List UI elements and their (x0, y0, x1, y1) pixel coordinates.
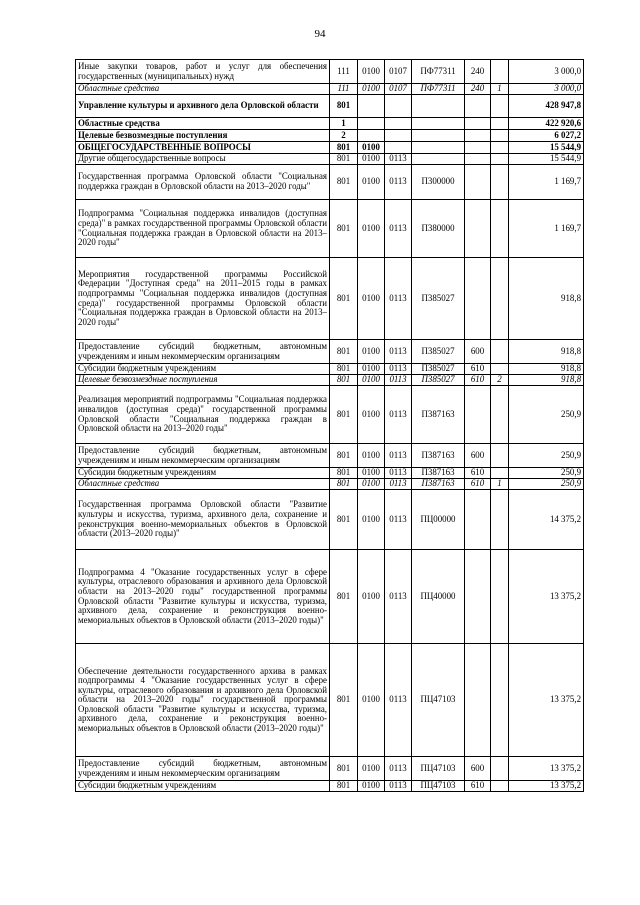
cell-amount: 15 544,9 (509, 142, 584, 154)
cell-subsection-code: 0113 (385, 386, 412, 444)
cell-amount: 1 169,7 (509, 200, 584, 258)
cell-amount: 1 169,7 (509, 165, 584, 200)
cell-expense-type-code: 600 (465, 340, 491, 364)
cell-target-code: П380000 (412, 200, 465, 258)
cell-expense-type-code: 610 (465, 479, 491, 490)
cell-expense-type-code (465, 154, 491, 165)
cell-name: Предоставление субсидий бюджетным, автономным учреждениям и иным некоммерческим организациям (76, 757, 330, 781)
cell-subsection-code: 0113 (385, 490, 412, 550)
cell-subsection-code (385, 130, 412, 142)
cell-admin-code: 801 (330, 154, 358, 165)
cell-expense-type-code: 240 (465, 84, 491, 95)
cell-amount: 428 947,8 (509, 95, 584, 118)
cell-expense-type-code: 600 (465, 444, 491, 468)
cell-target-code: П387163 (412, 386, 465, 444)
cell-target-code: ПФ77311 (412, 84, 465, 95)
cell-expense-type-code: 610 (465, 364, 491, 375)
cell-funding-source (491, 130, 509, 142)
table-row (76, 95, 584, 118)
table-row (76, 781, 584, 792)
cell-target-code: П385027 (412, 340, 465, 364)
cell-expense-type-code (465, 644, 491, 757)
cell-subsection-code: 0113 (385, 154, 412, 165)
cell-subsection-code (385, 95, 412, 118)
cell-admin-code: 111 (330, 60, 358, 84)
cell-funding-source (491, 781, 509, 792)
cell-funding-source: 2 (491, 375, 509, 386)
cell-name: Субсидии бюджетным учреждениям (76, 781, 330, 792)
table-row (76, 375, 584, 386)
cell-amount: 918,8 (509, 364, 584, 375)
cell-section-code: 0100 (358, 84, 385, 95)
cell-section-code: 0100 (358, 258, 385, 340)
cell-section-code (358, 130, 385, 142)
cell-subsection-code: 0113 (385, 165, 412, 200)
cell-funding-source (491, 200, 509, 258)
cell-amount: 918,8 (509, 375, 584, 386)
cell-amount: 250,9 (509, 468, 584, 479)
table-row (76, 200, 584, 258)
cell-target-code: ПЦ47103 (412, 781, 465, 792)
cell-section-code (358, 95, 385, 118)
cell-funding-source (491, 550, 509, 644)
table-row (76, 142, 584, 154)
cell-amount: 918,8 (509, 258, 584, 340)
cell-target-code (412, 130, 465, 142)
cell-target-code: П300000 (412, 165, 465, 200)
cell-subsection-code: 0113 (385, 444, 412, 468)
cell-target-code: ПЦ47103 (412, 757, 465, 781)
table-row (76, 118, 584, 130)
cell-funding-source (491, 644, 509, 757)
cell-section-code: 0100 (358, 386, 385, 444)
cell-expense-type-code: 240 (465, 60, 491, 84)
table-row (76, 479, 584, 490)
cell-section-code: 0100 (358, 468, 385, 479)
cell-name: Областные средства (76, 84, 330, 95)
cell-target-code (412, 142, 465, 154)
cell-subsection-code: 0113 (385, 550, 412, 644)
cell-admin-code: 801 (330, 375, 358, 386)
cell-section-code: 0100 (358, 200, 385, 258)
cell-section-code: 0100 (358, 757, 385, 781)
cell-amount: 14 375,2 (509, 490, 584, 550)
cell-subsection-code: 0113 (385, 258, 412, 340)
cell-expense-type-code (465, 258, 491, 340)
cell-name: Целевые безвозмездные поступления (76, 375, 330, 386)
cell-expense-type-code (465, 200, 491, 258)
cell-admin-code: 801 (330, 444, 358, 468)
table-row (76, 550, 584, 644)
cell-admin-code: 801 (330, 468, 358, 479)
cell-funding-source (491, 444, 509, 468)
cell-name: Субсидии бюджетным учреждениям (76, 364, 330, 375)
cell-subsection-code: 0113 (385, 479, 412, 490)
cell-section-code: 0100 (358, 154, 385, 165)
cell-admin-code: 801 (330, 386, 358, 444)
cell-expense-type-code (465, 386, 491, 444)
cell-subsection-code: 0113 (385, 468, 412, 479)
cell-funding-source (491, 490, 509, 550)
cell-name: Управление культуры и архивного дела Орловской области (76, 95, 330, 118)
cell-section-code: 0100 (358, 490, 385, 550)
cell-subsection-code (385, 118, 412, 130)
cell-target-code (412, 118, 465, 130)
cell-admin-code: 801 (330, 781, 358, 792)
cell-subsection-code: 0113 (385, 644, 412, 757)
cell-expense-type-code: 600 (465, 757, 491, 781)
cell-funding-source (491, 118, 509, 130)
cell-admin-code: 801 (330, 142, 358, 154)
cell-section-code: 0100 (358, 550, 385, 644)
cell-funding-source (491, 95, 509, 118)
cell-subsection-code: 0113 (385, 375, 412, 386)
cell-admin-code: 801 (330, 490, 358, 550)
cell-name: Областные средства (76, 118, 330, 130)
cell-expense-type-code (465, 95, 491, 118)
cell-amount: 13 375,2 (509, 644, 584, 757)
cell-subsection-code: 0113 (385, 781, 412, 792)
cell-name: Другие общегосударственные вопросы (76, 154, 330, 165)
cell-amount: 13 375,2 (509, 550, 584, 644)
cell-expense-type-code: 610 (465, 375, 491, 386)
cell-name: Государственная программа Орловской области "Социальная поддержка граждан в Орловской области на 2013–2020 годы" (76, 165, 330, 200)
cell-admin-code: 801 (330, 479, 358, 490)
cell-admin-code: 2 (330, 130, 358, 142)
cell-target-code (412, 95, 465, 118)
cell-subsection-code: 0113 (385, 200, 412, 258)
cell-amount: 250,9 (509, 386, 584, 444)
cell-expense-type-code (465, 550, 491, 644)
cell-target-code: П387163 (412, 479, 465, 490)
cell-subsection-code: 0113 (385, 364, 412, 375)
table-row (76, 757, 584, 781)
table-row (76, 165, 584, 200)
table-row (76, 130, 584, 142)
cell-target-code: ПЦ40000 (412, 550, 465, 644)
cell-subsection-code (385, 142, 412, 154)
budget-table-body (76, 60, 584, 792)
table-row (76, 644, 584, 757)
cell-expense-type-code (465, 490, 491, 550)
cell-name: Подпрограмма "Социальная поддержка инвалидов (доступная среда)" в рамках государственной программы Орловской области "Социальная поддержка граждан в Орловской области на 2013–2020 годы" (76, 200, 330, 258)
cell-name: Целевые безвозмездные поступления (76, 130, 330, 142)
cell-admin-code: 801 (330, 364, 358, 375)
cell-name: ОБЩЕГОСУДАРСТВЕННЫЕ ВОПРОСЫ (76, 142, 330, 154)
cell-admin-code: 801 (330, 258, 358, 340)
table-row (76, 60, 584, 84)
table-row (76, 490, 584, 550)
cell-target-code: П387163 (412, 444, 465, 468)
cell-subsection-code: 0107 (385, 60, 412, 84)
cell-funding-source (491, 340, 509, 364)
cell-target-code: П385027 (412, 375, 465, 386)
cell-section-code: 0100 (358, 644, 385, 757)
cell-funding-source (491, 468, 509, 479)
table-row (76, 468, 584, 479)
cell-funding-source (491, 364, 509, 375)
cell-amount: 13 375,2 (509, 757, 584, 781)
cell-target-code (412, 154, 465, 165)
table-row (76, 154, 584, 165)
cell-name: Подпрограмма 4 "Оказание государственных услуг в сфере культуры, отраслевого образования и архивного дела Орловской области на 2013–2020 годы" государственной программы Орловской области "Развитие культуры и искусства, туризма, архивного дела, сохранение и реконструкция военно-мемориальных объектов в Орловской области (2013–2020 годы)" (76, 550, 330, 644)
cell-funding-source: 1 (491, 84, 509, 95)
cell-funding-source (491, 386, 509, 444)
cell-funding-source (491, 165, 509, 200)
cell-admin-code: 801 (330, 200, 358, 258)
cell-name: Государственная программа Орловской области "Развитие культуры и искусства, туризма, архивного дела, сохранение и реконструкция военно-мемориальных объектов в Орловской области (2013–2020 годы)" (76, 490, 330, 550)
cell-amount: 15 544,9 (509, 154, 584, 165)
cell-amount: 918,8 (509, 340, 584, 364)
cell-admin-code: 1 (330, 118, 358, 130)
budget-table (75, 59, 584, 792)
cell-section-code: 0100 (358, 340, 385, 364)
cell-expense-type-code (465, 118, 491, 130)
cell-target-code: ПЦ00000 (412, 490, 465, 550)
cell-name: Субсидии бюджетным учреждениям (76, 468, 330, 479)
cell-admin-code: 801 (330, 165, 358, 200)
cell-funding-source (491, 258, 509, 340)
cell-section-code: 0100 (358, 364, 385, 375)
table-row (76, 364, 584, 375)
cell-admin-code: 801 (330, 550, 358, 644)
cell-expense-type-code: 610 (465, 468, 491, 479)
cell-target-code: П385027 (412, 258, 465, 340)
cell-admin-code: 801 (330, 340, 358, 364)
cell-funding-source: 1 (491, 479, 509, 490)
cell-section-code: 0100 (358, 444, 385, 468)
cell-admin-code: 801 (330, 95, 358, 118)
cell-amount: 250,9 (509, 479, 584, 490)
cell-amount: 422 920,6 (509, 118, 584, 130)
cell-name: Обеспечение деятельности государственного архива в рамках подпрограммы 4 "Оказание государственных услуг в сфере культуры, отраслевого образования и архивного дела Орловской области на 2013–2020 годы" государственной программы Орловской области "Развитие культуры и искусства, туризма, архивного дела, сохранение и реконструкция военно-мемориальных объектов в Орловской области (2013–2020 годы)" (76, 644, 330, 757)
cell-subsection-code: 0107 (385, 84, 412, 95)
cell-amount: 250,9 (509, 444, 584, 468)
cell-expense-type-code: 610 (465, 781, 491, 792)
page-number: 94 (314, 28, 326, 40)
cell-amount: 13 375,2 (509, 781, 584, 792)
cell-target-code: П385027 (412, 364, 465, 375)
cell-section-code: 0100 (358, 781, 385, 792)
cell-section-code: 0100 (358, 60, 385, 84)
table-row (76, 258, 584, 340)
cell-admin-code: 801 (330, 757, 358, 781)
cell-section-code: 0100 (358, 375, 385, 386)
cell-expense-type-code (465, 130, 491, 142)
cell-section-code: 0100 (358, 142, 385, 154)
cell-funding-source (491, 60, 509, 84)
cell-name: Предоставление субсидий бюджетным, автономным учреждениям и иным некоммерческим организациям (76, 444, 330, 468)
cell-name: Мероприятия государственной программы Российской Федерации "Доступная среда" на 2011–2015 годы в рамках подпрограммы "Социальная поддержка инвалидов (доступная среда)" государственной программы Орловской области "Социальная поддержка граждан в Орловской области на 2013–2020 годы" (76, 258, 330, 340)
table-row (76, 444, 584, 468)
cell-name: Реализация мероприятий подпрограммы "Социальная поддержка инвалидов (доступная среда)" государственной программы Орловской области "Социальная поддержка граждан в Орловской области на 2013–2020 годы" (76, 386, 330, 444)
cell-funding-source (491, 142, 509, 154)
cell-subsection-code: 0113 (385, 340, 412, 364)
cell-expense-type-code (465, 142, 491, 154)
cell-amount: 3 000,0 (509, 60, 584, 84)
cell-admin-code: 801 (330, 644, 358, 757)
cell-funding-source (491, 154, 509, 165)
cell-name: Областные средства (76, 479, 330, 490)
cell-target-code: П387163 (412, 468, 465, 479)
table-row (76, 340, 584, 364)
cell-amount: 6 027,2 (509, 130, 584, 142)
cell-name: Предоставление субсидий бюджетным, автономным учреждениям и иным некоммерческим организациям (76, 340, 330, 364)
cell-admin-code: 111 (330, 84, 358, 95)
cell-expense-type-code (465, 165, 491, 200)
cell-amount: 3 000,0 (509, 84, 584, 95)
cell-section-code: 0100 (358, 479, 385, 490)
cell-target-code: ПЦ47103 (412, 644, 465, 757)
cell-funding-source (491, 757, 509, 781)
cell-name: Иные закупки товаров, работ и услуг для обеспечения государственных (муниципальных) нужд (76, 60, 330, 84)
cell-target-code: ПФ77311 (412, 60, 465, 84)
table-row (76, 386, 584, 444)
cell-section-code (358, 118, 385, 130)
cell-section-code: 0100 (358, 165, 385, 200)
table-row (76, 84, 584, 95)
cell-subsection-code: 0113 (385, 757, 412, 781)
